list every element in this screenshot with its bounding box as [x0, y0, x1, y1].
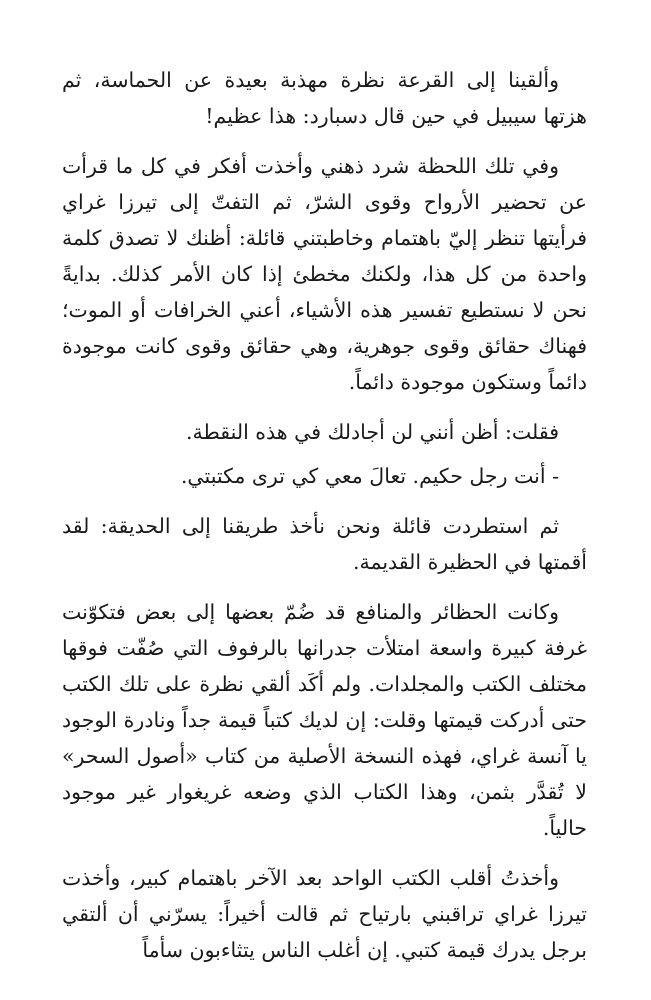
paragraph-7: وأخذتُ أقلب الكتب الواحد بعد الآخر باهتمام كبير، وأخذت تيرزا غراي تراقبني بارتياح ثم قالت أخيراً: يسرّني أن ألتقي برجل يدرك قيمة كتبي. إن أغلب الناس يتثاءبون سأماً [62, 866, 587, 962]
paragraph-4: - أنت رجل حكيم. تعالَ معي كي ترى مكتبتي. [180, 464, 559, 488]
paragraph-2: وفي تلك اللحظة شرد ذهني وأخذت أفكر في كل ما قرأت عن تحضير الأرواح وقوى الشرّ، ثم التفتّ إلى تيرزا غراي فرأيتها تنظر إليّ باهتمام وخاطبتني قائلة: أظنك لا تصدق كلمة واحدة من كل هذا، ولكنك مخطئ إذا كان الأمر كذلك. بدايةً نحن لا نستطيع تفسير هذه الأشياء، أعني الخرافات أو الموت؛ فهناك حقائق وقوى جوهرية، وهي حقائق وقوى كانت موجودة دائماً وستكون موجودة دائماً. [62, 154, 587, 394]
paragraph-3: فقلت: أظن أنني لن أجادلك في هذه النقطة. [185, 420, 559, 444]
paragraph-1: وألقينا إلى القرعة نظرة مهذبة بعيدة عن الحماسة، ثم هزتها سيبيل في حين قال دسبارد: هذا عظيم! [62, 68, 587, 128]
book-page [62, 62, 587, 982]
paragraph-5: ثم استطردت قائلة ونحن نأخذ طريقنا إلى الحديقة: لقد أقمتها في الحظيرة القديمة. [62, 514, 587, 574]
paragraph-6: وكانت الحظائر والمنافع قد ضُمّ بعضها إلى بعض فتكوّنت غرفة كبيرة واسعة امتلأت جدرانها بالرفوف التي صُفّت فوقها مختلف الكتب والمجلدات. ولم أكَد ألقي نظرة على تلك الكتب حتى أدركت قيمتها وقلت: إن لديك كتباً قيمة جداً ونادرة الوجود يا آنسة غراي، فهذه النسخة الأصلية من كتاب «أصول السحر» لا تُقدَّر بثمن، وهذا الكتاب الذي وضعه غريغوار غير موجود حالياً. [62, 600, 587, 840]
